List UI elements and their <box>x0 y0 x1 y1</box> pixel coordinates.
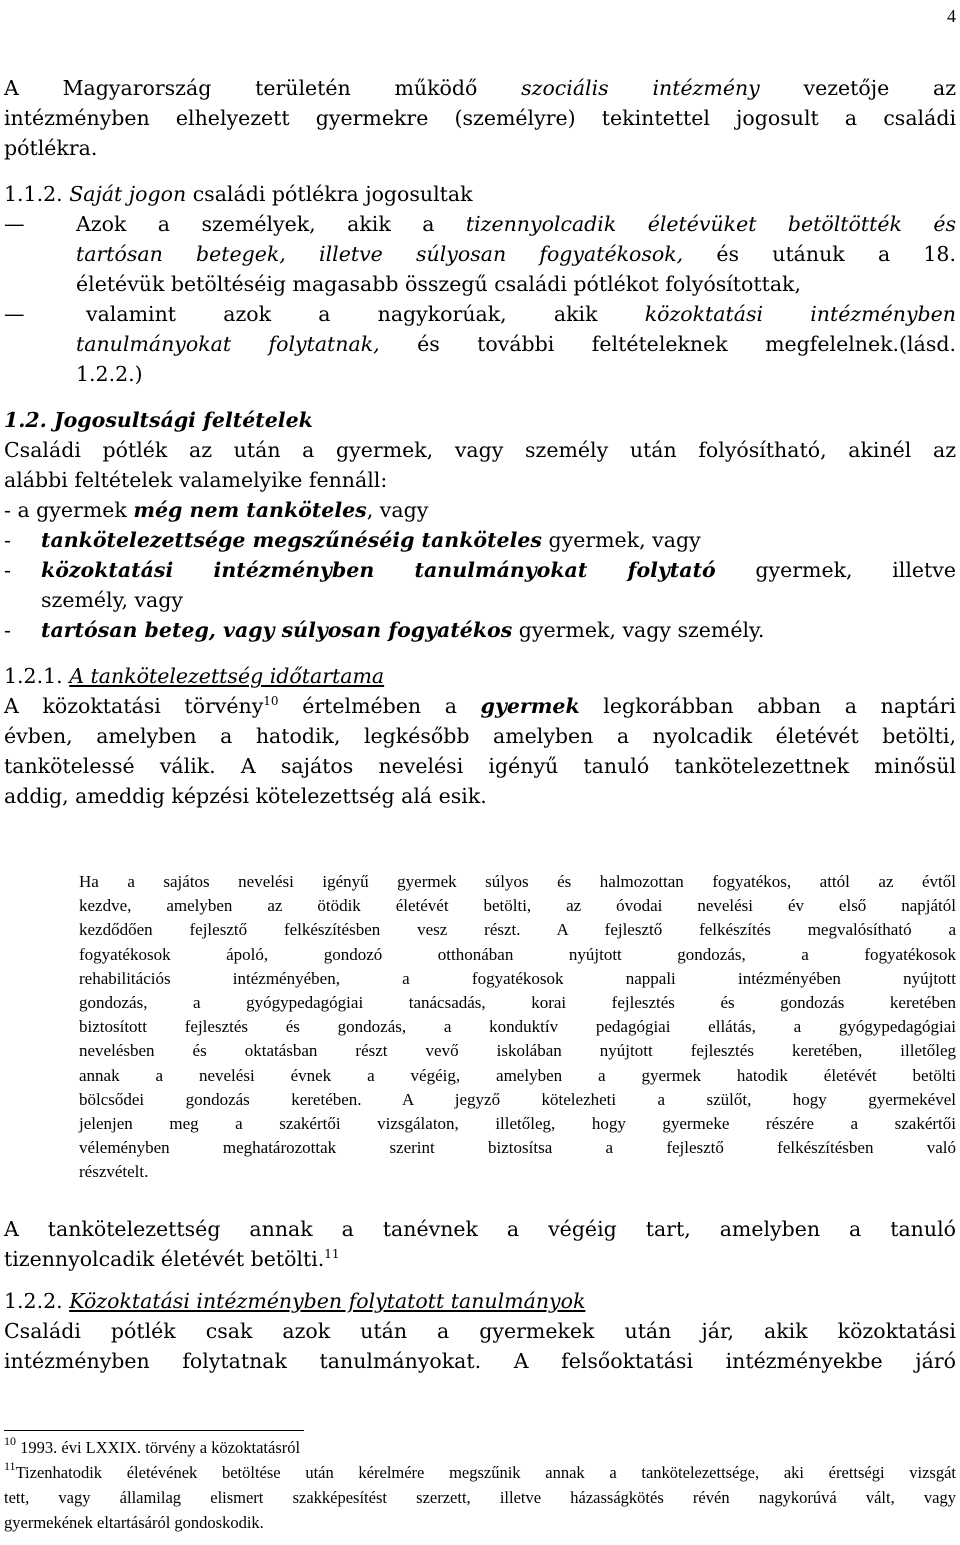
condition-item-3: - közoktatási intézményben tanulmányokat folytató gyermek, illetve <box>4 558 957 582</box>
after-note-line-1: A tankötelezettség annak a tanévnek a végéig tart, amelyben a tanuló <box>4 1217 956 1241</box>
eligible-item-1-line-2: tartósan betegek, illetve súlyosan fogyatékosok, és utánuk a 18. <box>76 242 956 266</box>
note-line: Ha a sajátos nevelési igényű gyermek súlyos és halmozottan fogyatékos, attól az évtől <box>79 872 956 891</box>
intro-line-2: intézményben elhelyezett gyermekre (személyre) tekintettel jogosult a családi <box>4 106 956 130</box>
section-1-2-1-line-4: addig, ameddig képzési kötelezettség alá esik. <box>4 784 487 808</box>
note-block <box>79 870 956 1185</box>
note-line: kezdődően fejlesztő felkészítésben vesz részt. A fejlesztő felkészítés megvalósítható a <box>79 920 956 940</box>
intro-paragraph <box>4 73 956 163</box>
section-1-2-2-line-2: intézményben folytatnak tanulmányokat. A felsőoktatási intézményekbe járó <box>4 1349 956 1373</box>
eligible-item-2-line-2: tanulmányokat folytatnak, és további feltételeknek megfelelnek.(lásd. <box>76 332 956 356</box>
condition-item-3-cont: személy, vagy <box>41 588 183 612</box>
condition-item-2: - tankötelezettsége megszűnéséig tanköteles gyermek, vagy <box>4 528 701 552</box>
note-line: fogyatékosok ápoló, gondozó otthonában nyújtott gondozás, a fogyatékosok <box>79 944 956 964</box>
after-note-line-2: tizennyolcadik életévét betölti.$^{11}$ <box>4 1247 340 1271</box>
section-1-1-2 <box>4 179 956 389</box>
section-1-2-1-line-1: A közoktatási törvény$^{10}$ értelmében a gyermek legkorábban abban a naptári <box>4 694 956 718</box>
em-dash-2: — <box>4 302 25 326</box>
note-line: véleményben meghatározottak szerint biztosítsa a fejlesztő felkészítésben való <box>79 1138 956 1158</box>
note-line: kezdve, amelyben az ötödik életévét betölti, az óvodai nevelési év első napjától <box>79 896 956 916</box>
note-line: annak a nevelési évnek a végéig, amelyben a gyermek hatodik életévét betölti <box>79 1065 956 1085</box>
note-line: jelenjen meg a szakértői vizsgálaton, illetőleg, hogy gyermeke részére a szakértői <box>79 1114 956 1134</box>
page-number: 4 <box>947 6 956 26</box>
intro-line-1: A Magyarország területén működő szociális intézmény vezetője az <box>4 76 956 100</box>
note-line: biztosított fejlesztés és gondozás, a konduktív pedagógiai ellátás, a gyógypedagógiai <box>79 1017 956 1037</box>
footnote-rule <box>4 1430 304 1431</box>
footnote-11-line-2: tett, vagy államilag elismert szakképesítést szerzett, illetve házasságkötés révén nagykorúvá vált, vagy <box>4 1488 956 1507</box>
note-line: nevelésben és oktatásban részt vevő iskolában nyújtott fejlesztés keretében, illetőleg <box>79 1041 956 1061</box>
note-line: rehabilitációs intézményében, a fogyatékosok nappali intézményében nyújtott <box>79 968 956 988</box>
eligible-item-2-line-3: 1.2.2.) <box>76 362 143 386</box>
section-1-2-2-line-1: Családi pótlék csak azok után a gyermekek után jár, akik közoktatási <box>4 1319 956 1343</box>
section-1-2-1-line-2: évben, amelyben a hatodik, legkésőbb amelyben a nyolcadik életévét betölti, <box>4 724 956 748</box>
note-line: bölcsődei gondozás keretében. A jegyző kötelezheti a szülőt, hogy gyermekével <box>79 1089 956 1109</box>
intro-line-3: pótlékra. <box>4 136 98 160</box>
section-1-2-heading: 1.2. Jogosultsági feltételek <box>4 408 313 432</box>
condition-item-4: - tartósan beteg, vagy súlyosan fogyatékos gyermek, vagy személy. <box>4 618 765 642</box>
section-1-2-2-heading: 1.2.2. Közoktatási intézményben folytatott tanulmányok <box>4 1289 586 1313</box>
footnote-10: $^{10}$ 1993. évi LXXIX. törvény a közoktatásról <box>4 1434 301 1457</box>
section-1-2 <box>4 405 956 645</box>
condition-item-1: - a gyermek még nem tanköteles, vagy <box>4 498 429 522</box>
main-text <box>4 73 956 811</box>
eligible-item-1-line-3: életévük betöltéséig magasabb összegű családi pótlékot folyósítottak, <box>76 272 801 296</box>
footnote-11-line-1: $^{11}$Tizenhatodik életévének betöltése után kérelmére megszűnik annak a tankötelezettsége, aki érettségi vizsgát <box>4 1459 956 1482</box>
footnotes <box>4 1430 956 1535</box>
section-1-1-2-heading: 1.1.2. Saját jogon családi pótlékra jogosultak <box>4 182 473 206</box>
em-dash-1: — <box>4 212 25 236</box>
section-1-2-p2: alábbi feltételek valamelyike fennáll: <box>4 468 388 492</box>
eligible-item-1: — Azok a személyek, akik a tizennyolcadik életévüket betöltötték és <box>4 209 956 239</box>
section-1-2-1-line-3: tankötelessé válik. A sajátos nevelési igényű tanuló tankötelezettnek minősül <box>4 754 956 778</box>
note-line: gondozás, a gyógypedagógiai tanácsadás, korai fejlesztés és gondozás keretében <box>79 993 956 1013</box>
note-last-line: részvételt. <box>79 1162 149 1182</box>
section-1-2-2 <box>4 1286 956 1376</box>
section-1-2-1 <box>4 661 956 811</box>
footnote-11-line-3: gyermekének eltartásáról gondoskodik. <box>4 1513 264 1532</box>
section-1-2-1-heading: 1.2.1. A tankötelezettség időtartama <box>4 664 385 688</box>
after-note <box>4 1214 956 1376</box>
section-1-2-p1: Családi pótlék az után a gyermek, vagy személy után folyósítható, akinél az <box>4 438 956 462</box>
eligible-item-2: — valamint azok a nagykorúak, akik közoktatási intézményben <box>4 299 956 329</box>
